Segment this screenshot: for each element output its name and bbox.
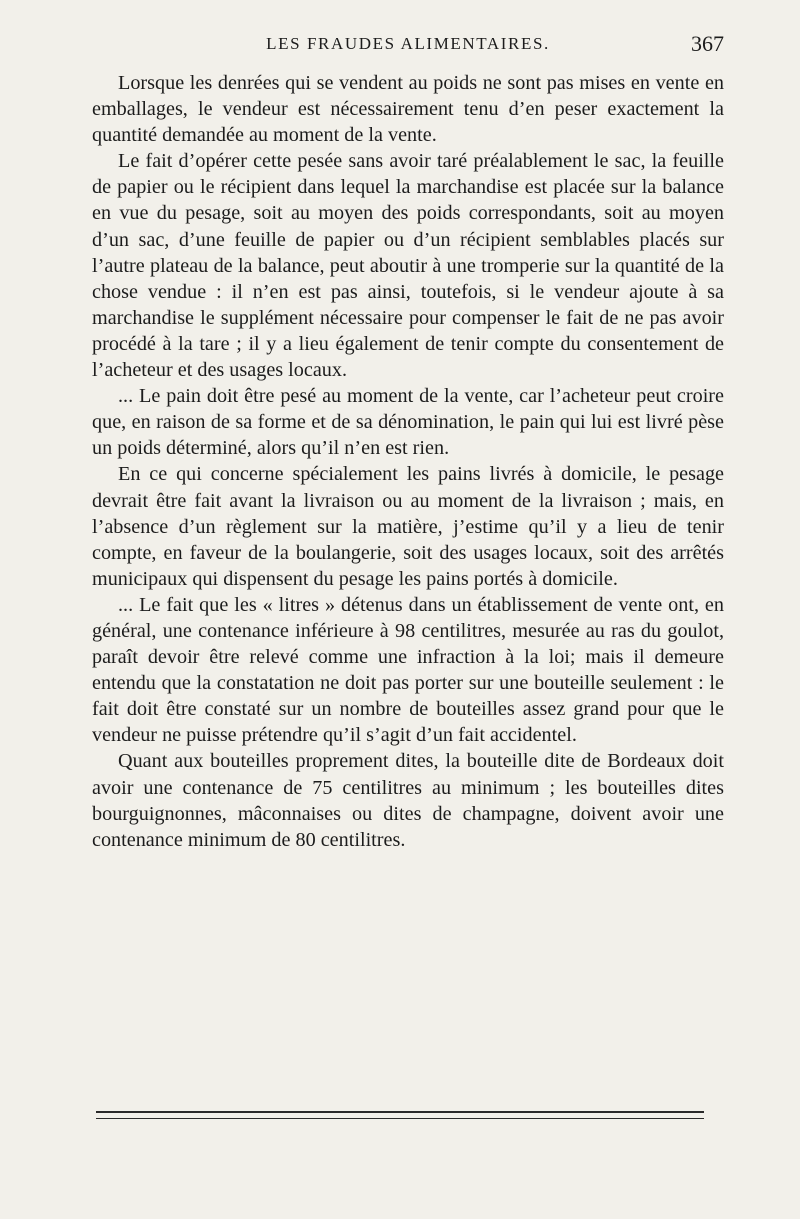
paragraph-tare: Le fait d’opérer cette pesée sans avoir taré préalablement le sac, la feuille de papier ou le récipient dans lequel la marchandise est placée sur la balance en vue du pesage, soit au moyen des poids correspondants, soit au moyen d’un sac, d’une feuille de papier ou d’un récipient semblables placés sur l’autre plateau de la balance, peut aboutir à une tromperie sur la quantité de la chose vendue : il n’en est pas ainsi, toutefois, si le vendeur ajoute à sa marchandise le supplément nécessaire pour compenser le fait de ne pas avoir procédé à la tare ; il y a lieu également de tenir compte du consentement de l’acheteur et des usages locaux. <box>92 150 724 382</box>
paragraph-bottle-capacity: Quant aux bouteilles proprement dites, la bouteille dite de Bordeaux doit avoir une contenance de 75 centilitres au minimum ; les bouteilles dites bourguignonnes, mâconnaises ou dites de champagne, doivent avoir une contenance minimum de 80 centilitres. <box>92 750 724 851</box>
end-rule-thick <box>96 1111 704 1113</box>
end-rule-thin <box>96 1118 704 1119</box>
running-title: LES FRAUDES ALIMENTAIRES. <box>266 34 550 53</box>
paragraph-home-delivery: En ce qui concerne spécialement les pains livrés à domicile, le pesage devrait être fait avant la livraison ou au moment de la livraison ; mais, en l’absence d’un règlement sur la matière, j’estime qu’il y a lieu de tenir compte, en faveur de la boulangerie, soit des usages locaux, soit des arrêtés municipaux qui dispensent du pesage les pains portés à domicile. <box>92 463 724 590</box>
paragraph-litre-bottles: ... Le fait que les « litres » détenus dans un établissement de vente ont, en général, une contenance inférieure à 98 centilitres, mesurée au ras du goulot, paraît devoir être relevé comme une infraction à la loi; mais il demeure entendu que la constatation ne doit pas porter sur une bouteille seulement : le fait doit être constaté sur un nombre de bouteilles assez grand pour que le vendeur ne puisse prétendre qu’il s’agit d’un fait accidentel. <box>92 593 724 747</box>
page-number: 367 <box>691 31 724 56</box>
running-head <box>92 31 724 60</box>
paragraph-weighing-obligation: Lorsque les denrées qui se vendent au poids ne sont pas mises en vente en emballages, le vendeur est nécessairement tenu d’en peser exactement la quantité demandée au moment de la vente. <box>92 72 724 147</box>
paragraph-bread-weighing: ... Le pain doit être pesé au moment de la vente, car l’acheteur peut croire que, en raison de sa forme et de sa dénomination, le pain qui lui est livré pèse un poids déterminé, alors qu’il n’en est rien. <box>92 385 724 460</box>
body-text <box>92 70 724 853</box>
